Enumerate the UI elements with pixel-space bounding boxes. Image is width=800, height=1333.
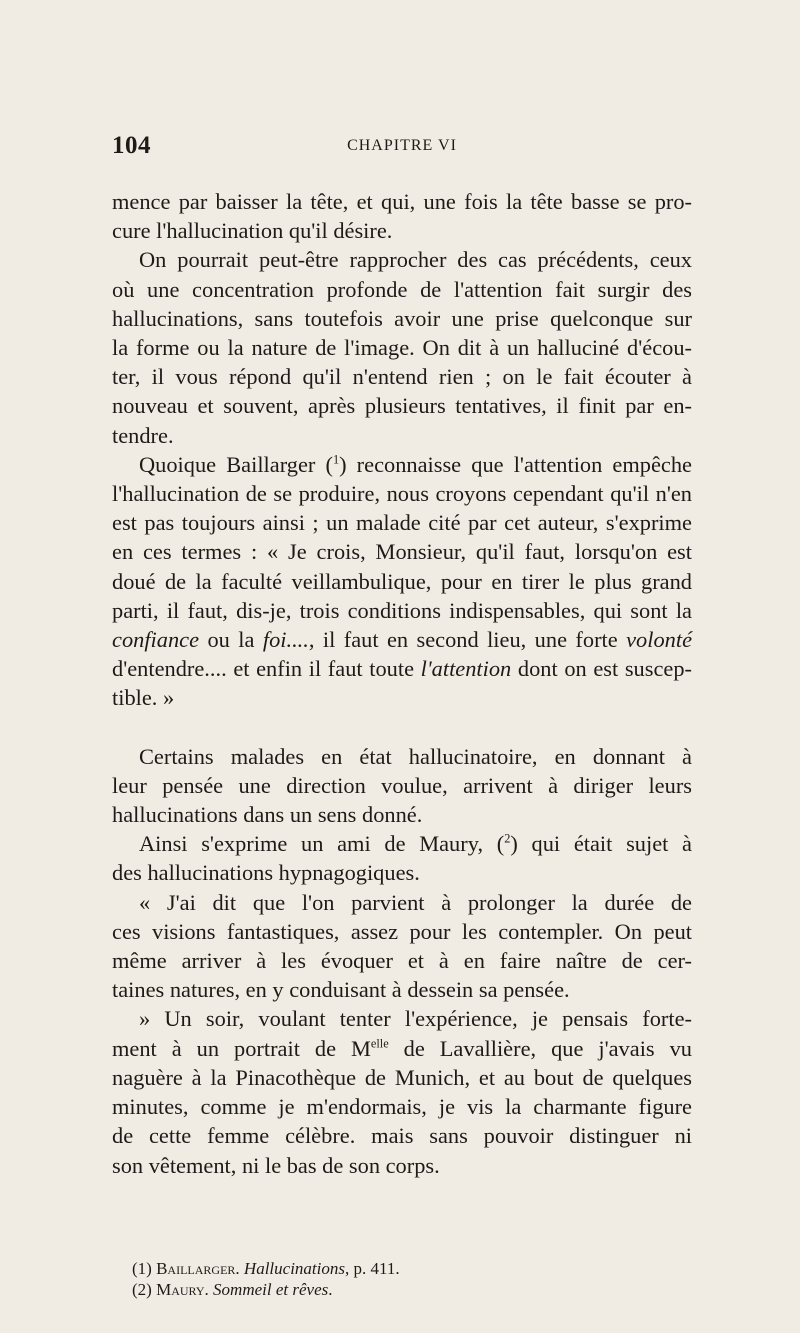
page-number: 104 — [112, 132, 151, 159]
text-line: en ces termes : « Je crois, Monsieur, qu'il faut, lorsqu'on est — [112, 539, 692, 565]
text-line: l'hallucination de se produire, nous croyons cependant qu'il n'en — [112, 481, 692, 507]
text-line: d'entendre.... et enfin il faut toute l'attention dont on est suscep- — [112, 656, 692, 682]
text-line: hallucinations, sans toutefois avoir une prise quelconque sur — [112, 305, 692, 331]
body-text — [112, 187, 692, 1180]
text-line: nouveau et souvent, après plusieurs tentatives, il finit par en- — [112, 393, 692, 419]
text-line: des hallucinations hypnagogiques. — [112, 860, 420, 886]
text-line: On pourrait peut-être rapprocher des cas précédents, ceux — [139, 247, 692, 273]
footnote: (1) Baillarger. Hallucinations, p. 411. — [132, 1259, 400, 1278]
footnotes — [132, 1258, 692, 1300]
text-line: minutes, comme je m'endormais, je vis la charmante figure — [112, 1094, 692, 1120]
text-line: Certains malades en état hallucinatoire, en donnant à — [139, 743, 692, 769]
text-line: cure l'hallucination qu'il désire. — [112, 218, 393, 244]
text-line: ter, il vous répond qu'il n'entend rien ; on le fait écouter à — [112, 364, 692, 390]
running-head: CHAPITRE VI — [347, 137, 457, 154]
footnote: (2) Maury. Sommeil et rêves. — [132, 1280, 333, 1299]
text-line: « J'ai dit que l'on parvient à prolonger la durée de — [139, 889, 692, 915]
text-line: hallucinations dans un sens donné. — [112, 802, 423, 828]
text-line: est pas toujours ainsi ; un malade cité par cet auteur, s'exprime — [112, 510, 692, 536]
text-line: ment à un portrait de $M^{elle}$ de Lavallière, que j'avais vu — [112, 1035, 692, 1061]
text-line: tible. » — [112, 685, 175, 711]
page-header — [112, 132, 692, 162]
text-line: leur pensée une direction voulue, arrivent à diriger leurs — [112, 772, 692, 798]
text-line: tendre. — [112, 422, 174, 448]
text-line: confiance ou la foi...., il faut en second lieu, une forte volonté — [112, 627, 693, 653]
text-line: de cette femme célèbre. mais sans pouvoir distinguer ni — [112, 1123, 692, 1149]
text-line: son vêtement, ni le bas de son corps. — [112, 1152, 440, 1178]
footnote-ref: 2 — [504, 831, 511, 846]
text-line: Quoique Baillarger ($^1$) reconnaisse que l'attention empêche — [139, 451, 692, 477]
text-line: la forme ou la nature de l'image. On dit à un halluciné d'écou- — [112, 335, 692, 361]
text-line: ces visions fantastiques, assez pour les contempler. On peut — [112, 918, 692, 944]
text-line: mence par baisser la tête, et qui, une fois la tête basse se pro- — [112, 189, 692, 214]
text-line: Ainsi s'exprime un ami de Maury, ($^2$) qui était sujet à — [139, 831, 692, 857]
text-line: doué de la faculté veillambulique, pour en tirer le plus grand — [112, 568, 692, 594]
text-line: taines natures, en y conduisant à dessein sa pensée. — [112, 977, 570, 1003]
text-line: parti, il faut, dis-je, trois conditions indispensables, qui sont la — [112, 597, 692, 623]
text-line: où une concentration profonde de l'attention fait surgir des — [112, 276, 692, 302]
text-line: naguère à la Pinacothèque de Munich, et au bout de quelques — [112, 1064, 692, 1090]
footnote-ref: 1 — [332, 452, 340, 467]
text-line: » Un soir, voulant tenter l'expérience, je pensais forte- — [139, 1006, 692, 1032]
text-line: même arriver à les évoquer et à en faire naître de cer- — [112, 948, 692, 974]
